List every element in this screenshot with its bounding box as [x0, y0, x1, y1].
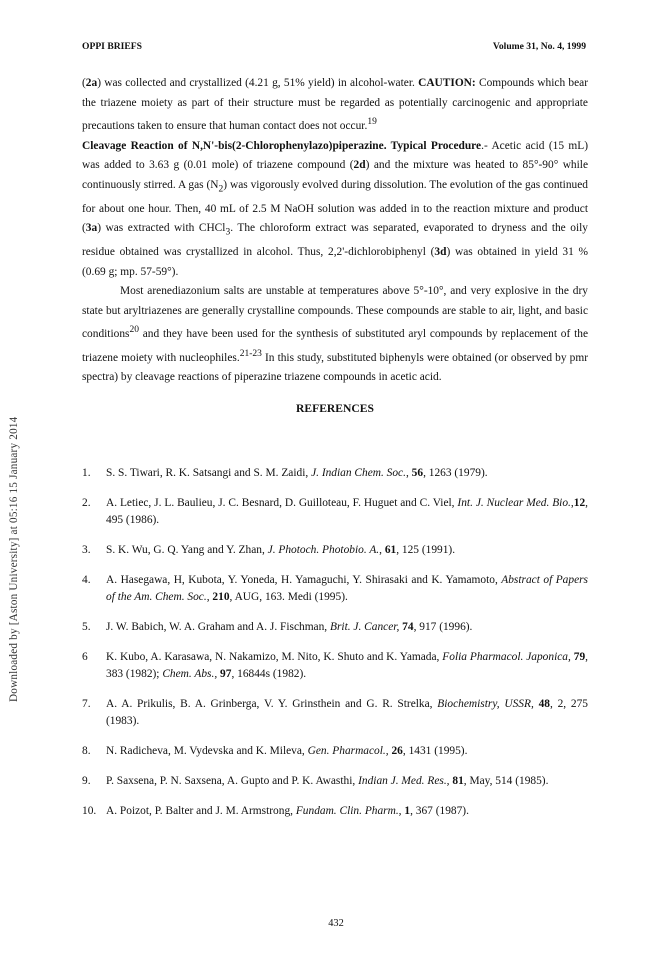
reference-item: 3. S. K. Wu, G. Q. Yang and Y. Zhan, J. Photoch. Photobio. A., 61, 125 (1991).	[82, 544, 456, 556]
reference-item: 5. J. W. Babich, W. A. Graham and A. J. Fischman, Brit. J. Cancer, 74, 917 (1996).	[82, 621, 473, 633]
caution-label: CAUTION:	[418, 77, 476, 89]
page-number: 432	[328, 918, 344, 929]
reference-item: 7. A. A. Prikulis, B. A. Grinberga, V. Y. Grinsthein and G. R. Strelka, Biochemistry, USSR, 48, 2, 275 (1983).	[82, 698, 589, 727]
references-list	[82, 465, 588, 833]
reference-item: 2. A. Letiec, J. L. Baulieu, J. C. Besnard, D. Guilloteau, F. Huguet and C. Viel, Int. J. Nuclear Med. Bio.,12, 495 (1986).	[82, 497, 588, 526]
reference-item: 10. A. Poizot, P. Balter and J. M. Armstrong, Fundam. Clin. Pharm., 1, 367 (1987).	[82, 805, 469, 817]
download-watermark: Downloaded by [Aston University] at 05:16 15 January 2014	[8, 416, 20, 702]
paragraph-2: Cleavage Reaction of N,N'-bis(2-Chlorophenylazo)piperazine. Typical Procedure.- Acetic acid (15 mL) was added to 3.63 g (0.01 mole) of triazene compound (2d) and the mixture was heated to 85°-90° while continuously stirred. A gas $(N_2)$ was vigorously evolved during dissolution. The evolution of the gas continued for about one hour. Then, 40 mL of 2.5 M NaOH solution was added in to the reaction mixture and product (3a) was extracted with CHCl$_3$. The chloroform extract was separated, evaporated to dryness and the oily residue obtained was crystallized in alcohol. Thus, 2,2'-dichlorobiphenyl (3d) was obtained in yield 31 % (0.69 g; mp. 57-59°).	[82, 139, 588, 278]
procedure-title: Cleavage Reaction of N,N'-bis(2-Chlorophenylazo)piperazine. Typical Procedure	[82, 139, 482, 152]
article-body	[82, 74, 588, 428]
reference-item: 4. A. Hasegawa, H, Kubota, Y. Yoneda, H. Yamaguchi, Y. Shirasaki and K. Yamamoto, Abstract of Papers of the Am. Chem. Soc., 210, AUG, 163. Medi (1995).	[82, 574, 588, 603]
reference-item: 9. P. Saxsena, P. N. Saxsena, A. Gupto and P. K. Awasthi, Indian J. Med. Res., 81, May, 514 (1985).	[82, 775, 549, 787]
reference-item: 8. N. Radicheva, M. Vydevska and K. Mileva, Gen. Pharmacol., 26, 1431 (1995).	[82, 745, 468, 757]
reference-item: 1. S. S. Tiwari, R. K. Satsangi and S. M. Zaidi, J. Indian Chem. Soc., 56, 1263 (1979).	[82, 467, 488, 479]
references-heading: REFERENCES	[296, 401, 374, 415]
journal-section-title: OPPI BRIEFS	[82, 41, 142, 52]
paragraph-1: (2a) was collected and crystallized (4.21 g, 51% yield) in alcohol-water. CAUTION: Compounds which bear the triazene moiety as part of their structure must be regarded as potentially carcinogenic and appropriate precautions taken to ensure that human contact does not occur.$^{19}$	[82, 77, 589, 132]
volume-info: Volume 31, No. 4, 1999	[492, 41, 586, 52]
paragraph-3: Most arenediazonium salts are unstable at temperatures above 5°-10°, and very explosive in the dry state but aryltriazenes are generally crystalline compounds. These compounds are stable to air, light, and basic conditions$^{20}$ and they have been used for the synthesis of substituted aryl compounds by replacement of the triazene moiety with nucleophiles.$^{21-23}$ In this study, substituted biphenyls were obtained (or observed by pmr spectra) by cleavage reactions of piperazine triazene compounds in acetic acid.	[82, 285, 588, 384]
reference-item: 6 K. Kubo, A. Karasawa, N. Nakamizo, M. Nito, K. Shuto and K. Yamada, Folia Pharmacol. Japonica, 79, 383 (1982); Chem. Abs., 97, 16844s (1982).	[82, 651, 588, 680]
